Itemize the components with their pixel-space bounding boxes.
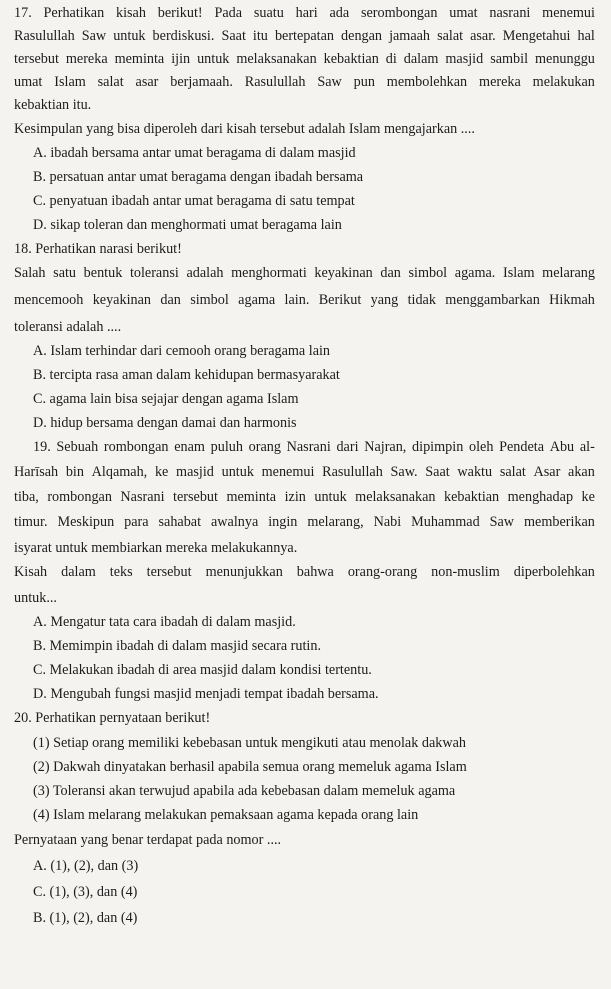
question-17-option-a[interactable]: A. ibadah bersama antar umat beragama di dalam masjid <box>33 145 356 161</box>
question-19-stem-line-4: timur. Meskipun para sahabat awalnya ingin melarang, Nabi Muhammad Saw memberikan <box>14 514 595 530</box>
question-18-heading: 18. Perhatikan narasi berikut! <box>14 241 182 257</box>
question-17-option-d[interactable]: D. sikap toleran dan menghormati umat beragama lain <box>33 217 342 233</box>
question-20-option-b[interactable]: B. (1), (2), dan (4) <box>33 910 138 926</box>
question-17-stem-line-5: kebaktian itu. <box>14 97 92 113</box>
question-19-stem-line-7: untuk... <box>14 590 57 606</box>
question-18-option-d[interactable]: D. hidup bersama dengan damai dan harmonis <box>33 415 297 431</box>
question-18-option-b[interactable]: B. tercipta rasa aman dalam kehidupan bermasyarakat <box>33 367 340 383</box>
question-20-statement-4: (4) Islam melarang melakukan pemaksaan agama kepada orang lain <box>33 807 419 823</box>
question-19-option-c[interactable]: C. Melakukan ibadah di area masjid dalam kondisi tertentu. <box>33 662 372 678</box>
question-17-stem-line-4: umat Islam salat asar berjamaah. Rasulullah Saw pun membolehkan mereka melakukan <box>14 74 595 90</box>
question-20-option-a[interactable]: A. (1), (2), dan (3) <box>33 858 139 874</box>
question-20-option-c[interactable]: C. (1), (3), dan (4) <box>33 884 138 900</box>
question-17-option-b[interactable]: B. persatuan antar umat beragama dengan ibadah bersama <box>33 169 364 185</box>
question-18-option-a[interactable]: A. Islam terhindar dari cemooh orang beragama lain <box>33 343 331 359</box>
question-17-option-c[interactable]: C. penyatuan ibadah antar umat beragama di satu tempat <box>33 193 355 209</box>
question-20-statement-1: (1) Setiap orang memiliki kebebasan untuk mengikuti atau menolak dakwah <box>33 735 466 751</box>
question-18-stem-line-1: Salah satu bentuk toleransi adalah menghormati keyakinan dan simbol agama. Islam melarang <box>14 265 595 281</box>
question-19-option-a[interactable]: A. Mengatur tata cara ibadah di dalam masjid. <box>33 614 296 630</box>
question-18-stem-line-3: toleransi adalah .... <box>14 319 122 335</box>
question-17-prompt: Kesimpulan yang bisa diperoleh dari kisah tersebut adalah Islam mengajarkan .... <box>14 121 475 137</box>
question-19-stem-line-1: 19. Sebuah rombongan enam puluh orang Nasrani dari Najran, dipimpin oleh Pendeta Abu al- <box>33 439 595 455</box>
question-19-stem-line-2: Harīsah bin Alqamah, ke masjid untuk menemui Rasulullah Saw. Saat waktu salat Asar akan <box>14 464 595 480</box>
question-20-heading: 20. Perhatikan pernyataan berikut! <box>14 710 211 726</box>
question-20-statement-3: (3) Toleransi akan terwujud apabila ada kebebasan dalam memeluk agama <box>33 783 456 799</box>
question-17-stem-line-2: Rasulullah Saw untuk berdiskusi. Saat itu bertepatan dengan jamaah salat asar. Mengetahui hal <box>14 28 595 44</box>
question-17-stem-line-3: tersebut mereka meminta ijin untuk melaksanakan kebaktian di dalam masjid sambil menunggu <box>14 51 595 67</box>
question-19-option-b[interactable]: B. Memimpin ibadah di dalam masjid secara rutin. <box>33 638 322 654</box>
question-20-prompt: Pernyataan yang benar terdapat pada nomor .... <box>14 832 282 848</box>
question-19-stem-line-6: Kisah dalam teks tersebut menunjukkan bahwa orang-orang non-muslim diperbolehkan <box>14 564 595 580</box>
question-18-option-c[interactable]: C. agama lain bisa sejajar dengan agama Islam <box>33 391 299 407</box>
question-20-statement-2: (2) Dakwah dinyatakan berhasil apabila semua orang memeluk agama Islam <box>33 759 467 775</box>
question-19-stem-line-5: isyarat untuk membiarkan mereka melakukannya. <box>14 540 298 556</box>
question-19-option-d[interactable]: D. Mengubah fungsi masjid menjadi tempat ibadah bersama. <box>33 686 379 702</box>
question-18-stem-line-2: mencemooh keyakinan dan simbol agama lain. Berikut yang tidak menggambarkan Hikmah <box>14 292 595 308</box>
question-19-stem-line-3: tiba, rombongan Nasrani tersebut meminta izin untuk melaksanakan kebaktian menghadap ke <box>14 489 595 505</box>
question-17-stem-line-1: 17. Perhatikan kisah berikut! Pada suatu hari ada serombongan umat nasrani menemui <box>14 5 595 21</box>
